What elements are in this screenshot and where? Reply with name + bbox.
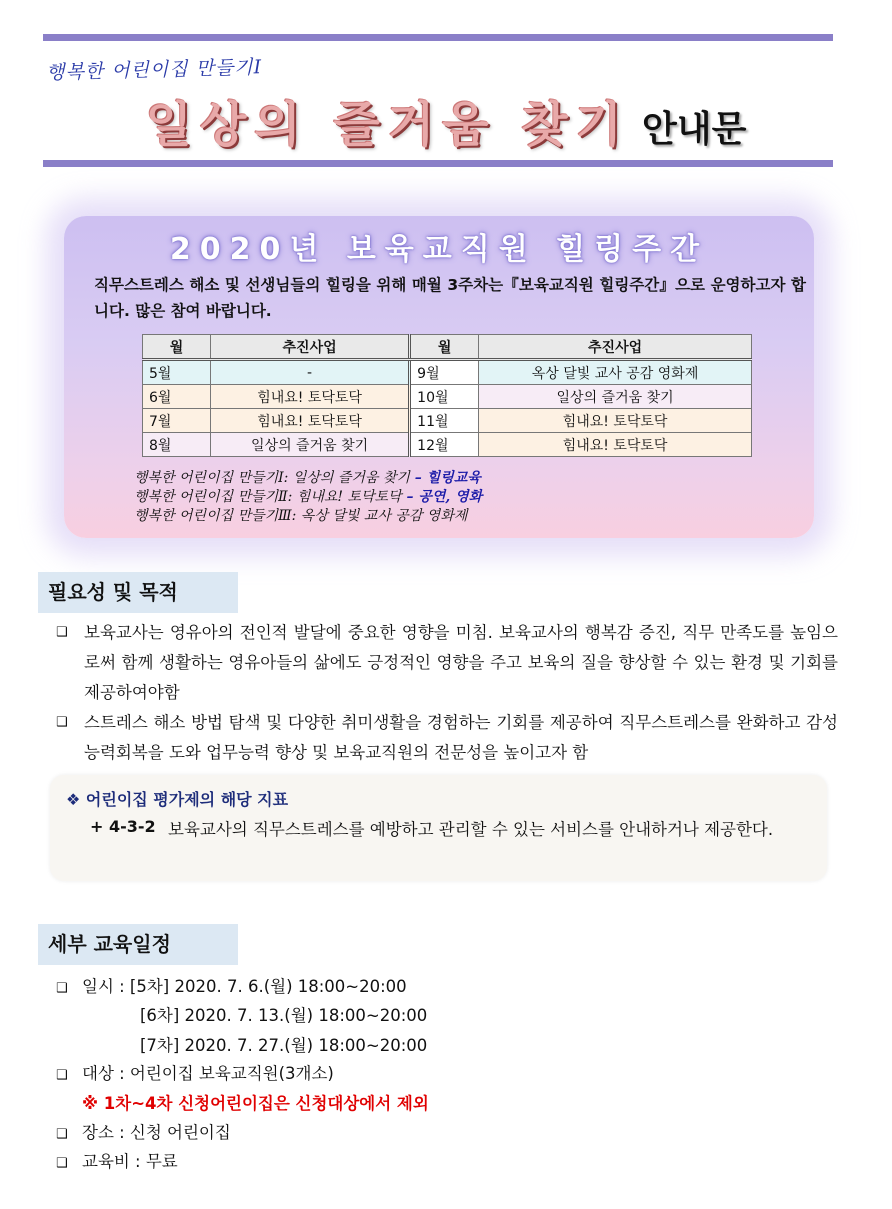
note-emphasis: – 힐링교육 bbox=[409, 470, 481, 486]
checkbox-bullet-icon: ❑ bbox=[56, 715, 68, 730]
title-suffix: 안내문 bbox=[642, 109, 747, 150]
top-rule bbox=[43, 34, 833, 41]
schedule-fee-line bbox=[56, 1147, 178, 1179]
box-title: 2020년 보육교직원 힐링주간 bbox=[169, 232, 709, 267]
evaluation-indicator-box bbox=[50, 775, 827, 881]
note-emphasis: – 공연, 영화 bbox=[401, 489, 483, 505]
cell-month: 5월 bbox=[143, 360, 211, 385]
checkbox-bullet-icon: ❑ bbox=[56, 1068, 68, 1083]
header-program: 추진사업 bbox=[211, 335, 410, 360]
schedule-target-line bbox=[56, 1059, 334, 1091]
cell-program: 힘내요! 토닥토닥 bbox=[479, 433, 752, 457]
checkbox-bullet-icon: ❑ bbox=[56, 625, 68, 640]
cell-month: 6월 bbox=[143, 385, 211, 409]
cell-month: 7월 bbox=[143, 409, 211, 433]
purpose-paragraph: 보육교사는 영유아의 전인적 발달에 중요한 영향을 미침. 보육교사의 행복감 증진, 직무 만족도를 높임으로써 함께 생활하는 영유아들의 삶에도 긍정적인 영향을 주고 보육의 질을 향상할 수 있는 환경 및 기회를 제공하여야함 bbox=[84, 623, 838, 702]
checkbox-bullet-icon: ❑ bbox=[56, 1127, 68, 1142]
title-main: 일상의 즐거움 찾기 bbox=[145, 97, 631, 153]
place-text: 장소 : 신청 어린이집 bbox=[82, 1123, 231, 1142]
header-month: 월 bbox=[143, 335, 211, 360]
date-text: 일시 : [5차] 2020. 7. 6.(월) 18:00~20:00 bbox=[82, 977, 407, 996]
checkbox-bullet-icon: ❑ bbox=[56, 981, 68, 996]
cell-month: 10월 bbox=[410, 385, 479, 409]
fee-text: 교육비 : 무료 bbox=[82, 1152, 178, 1171]
cell-program: 힘내요! 토닥토닥 bbox=[211, 385, 410, 409]
header-subtitle: 행복한 어린이집 만들기Ⅰ bbox=[45, 56, 263, 84]
target-text: 대상 : 어린이집 보육교직원(3개소) bbox=[82, 1064, 334, 1083]
cell-month: 11월 bbox=[410, 409, 479, 433]
schedule-date-line: [7차] 2020. 7. 27.(월) 18:00~20:00 bbox=[140, 1036, 428, 1055]
schedule-date-line bbox=[56, 972, 407, 1004]
box-intro: 직무스트레스 해소 및 선생님들의 힐링을 위해 매월 3주차는『보육교직원 힐링주간』으로 운영하고자 합니다. 많은 참여 바랍니다. bbox=[94, 276, 806, 320]
indicator-code: + 4-3-2 bbox=[90, 817, 156, 836]
healing-week-box bbox=[64, 216, 814, 538]
checkbox-bullet-icon: ❑ bbox=[56, 1156, 68, 1171]
schedule-warning: ※ 1차~4차 신청어린이집은 신청대상에서 제외 bbox=[82, 1094, 429, 1113]
bottom-rule bbox=[43, 160, 833, 167]
cell-month: 9월 bbox=[410, 360, 479, 385]
note-line bbox=[134, 469, 482, 488]
table-header-row bbox=[143, 335, 752, 360]
cell-month: 8월 bbox=[143, 433, 211, 457]
section-heading-schedule: 세부 교육일정 bbox=[38, 924, 238, 965]
cell-program: - bbox=[211, 360, 410, 385]
header-program: 추진사업 bbox=[479, 335, 752, 360]
indicator-title: ❖ 어린이집 평가제의 해당 지표 bbox=[66, 790, 289, 809]
page-title bbox=[0, 86, 892, 155]
cell-program: 일상의 즐거움 찾기 bbox=[479, 385, 752, 409]
cell-program: 힘내요! 토닥토닥 bbox=[479, 409, 752, 433]
note-text: 행복한 어린이집 만들기Ⅲ: 옥상 달빛 교사 공감 영화제 bbox=[134, 508, 468, 524]
cell-program: 힘내요! 토닥토닥 bbox=[211, 409, 410, 433]
table-row bbox=[143, 385, 752, 409]
schedule-place-line bbox=[56, 1118, 231, 1150]
note-line bbox=[134, 488, 482, 507]
note-text: 행복한 어린이집 만들기Ⅰ: 일상의 즐거움 찾기 bbox=[134, 470, 410, 486]
cell-program: 옥상 달빛 교사 공감 영화제 bbox=[479, 360, 752, 385]
table-row bbox=[143, 433, 752, 457]
note-text: 행복한 어린이집 만들기Ⅱ: 힘내요! 토닥토닥 bbox=[134, 489, 402, 505]
table-row bbox=[143, 360, 752, 385]
indicator-text: 보육교사의 직무스트레스를 예방하고 관리할 수 있는 서비스를 안내하거나 제공한다. bbox=[168, 820, 774, 839]
cell-program: 일상의 즐거움 찾기 bbox=[211, 433, 410, 457]
table-row bbox=[143, 409, 752, 433]
schedule-date-line: [6차] 2020. 7. 13.(월) 18:00~20:00 bbox=[140, 1006, 428, 1025]
schedule-table bbox=[142, 334, 752, 457]
program-notes bbox=[134, 469, 482, 526]
cell-month: 12월 bbox=[410, 433, 479, 457]
purpose-paragraph: 스트레스 해소 방법 탐색 및 다양한 취미생활을 경험하는 기회를 제공하여 직무스트레스를 완화하고 감성능력회복을 도와 업무능력 향상 및 보육교직원의 전문성을 높이고자 함 bbox=[84, 713, 838, 762]
note-line bbox=[134, 507, 482, 526]
section-heading-purpose: 필요성 및 목적 bbox=[38, 572, 238, 613]
header-month: 월 bbox=[410, 335, 479, 360]
